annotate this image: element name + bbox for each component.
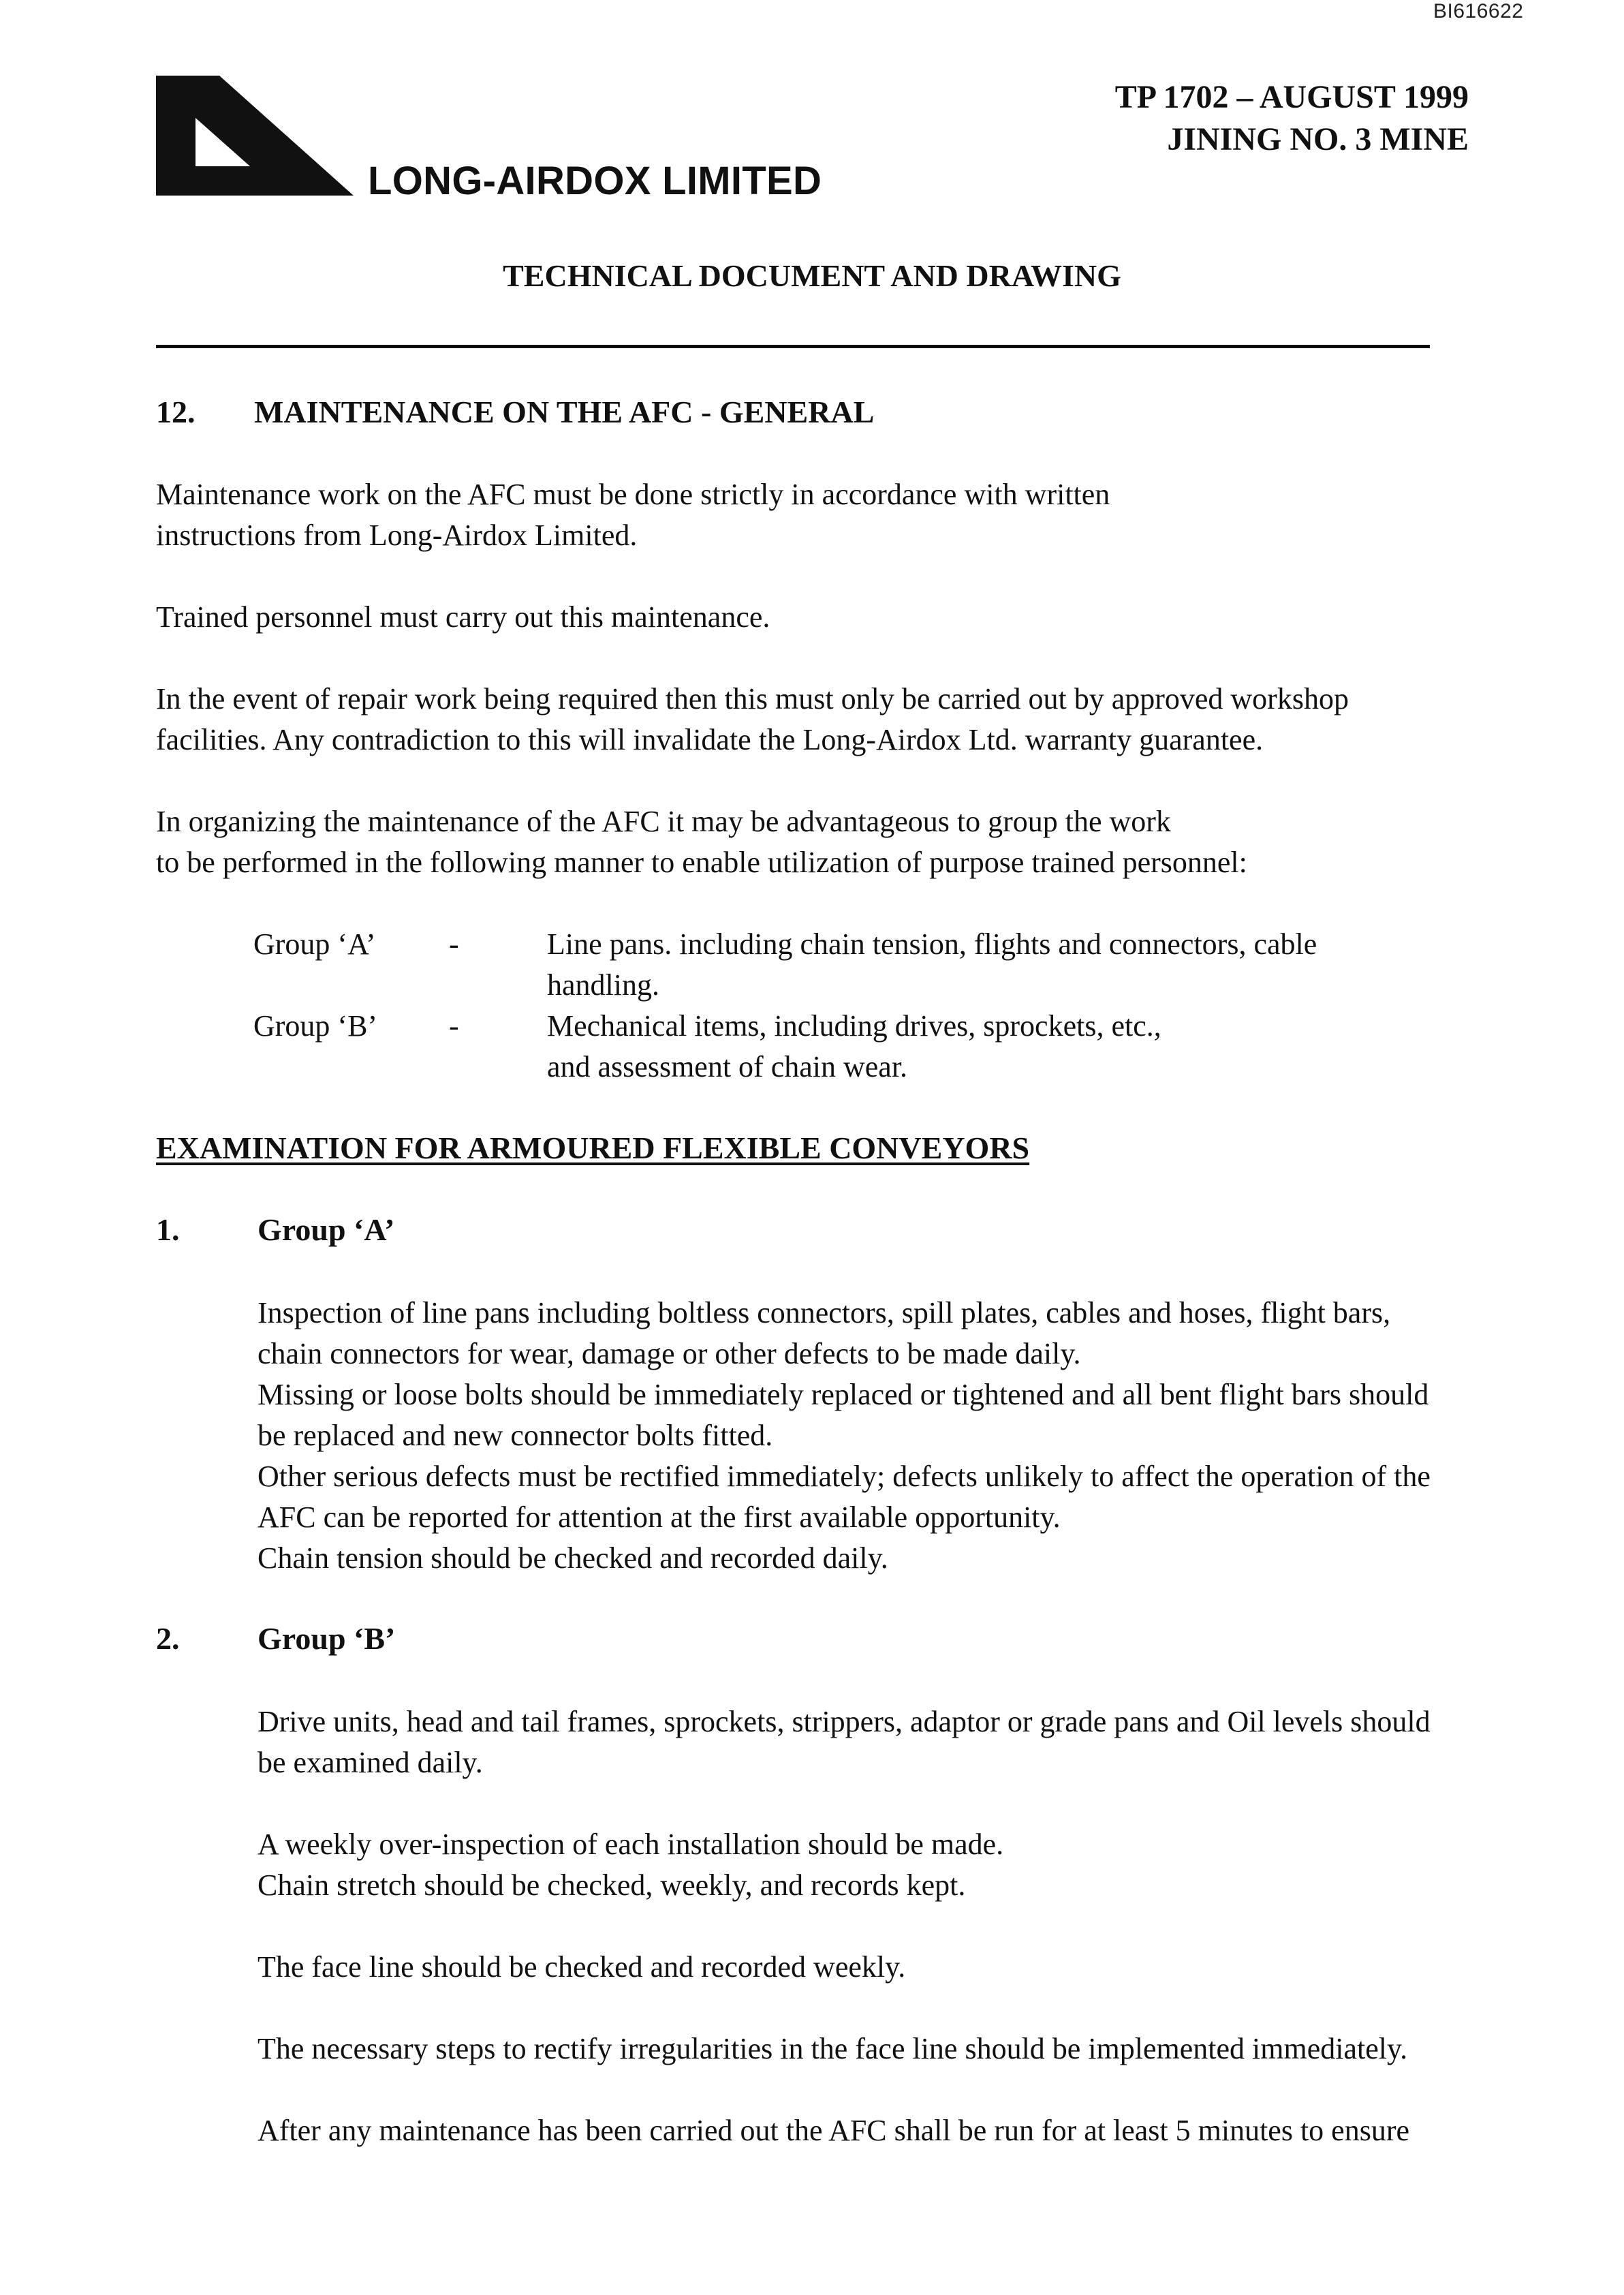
group-a-dash: - bbox=[449, 927, 459, 961]
body-line: Chain stretch should be checked, weekly, and records kept. bbox=[257, 1868, 966, 1902]
document-reference-line-1: TP 1702 – AUGUST 1999 bbox=[1114, 79, 1469, 115]
body-line: Inspection of line pans including boltless connectors, spill plates, cables and hoses, flight bars, bbox=[257, 1296, 1391, 1329]
group-b-description bbox=[547, 1006, 1378, 1088]
body-line: The necessary steps to rectify irregularities in the face line should be implemented immediately. bbox=[257, 2032, 1408, 2065]
item-2-title: Group ‘B’ bbox=[257, 1621, 396, 1656]
group-description-line: Mechanical items, including drives, sprockets, etc., bbox=[547, 1009, 1161, 1043]
item-2-body-run-test bbox=[257, 2110, 1484, 2151]
group-a-label: Group ‘A’ bbox=[253, 927, 376, 961]
document-title: TECHNICAL DOCUMENT AND DRAWING bbox=[503, 258, 1121, 293]
paragraph-instructions bbox=[156, 474, 1464, 556]
title-divider bbox=[156, 345, 1430, 348]
body-line: After any maintenance has been carried out the AFC shall be run for at least 5 minutes to ensure bbox=[257, 2114, 1410, 2147]
item-1-body bbox=[257, 1293, 1484, 1579]
document-id: BI616622 bbox=[1433, 0, 1524, 22]
body-line: The face line should be checked and recorded weekly. bbox=[257, 1950, 906, 1984]
document-reference bbox=[1115, 76, 1469, 161]
section-number: 12. bbox=[156, 395, 196, 429]
body-line: chain connectors for wear, damage or other defects to be made daily. bbox=[257, 1337, 1081, 1370]
long-airdox-logo-icon bbox=[156, 76, 354, 196]
paragraph-line: In the event of repair work being required then this must only be carried out by approved workshop bbox=[156, 682, 1349, 715]
group-b-dash: - bbox=[449, 1009, 459, 1043]
group-b-label: Group ‘B’ bbox=[253, 1009, 378, 1043]
body-line: AFC can be reported for attention at the first available opportunity. bbox=[257, 1500, 1061, 1534]
paragraph-line: Maintenance work on the AFC must be done strictly in accordance with written bbox=[156, 478, 1110, 511]
paragraph-line: facilities. Any contradiction to this will invalidate the Long-Airdox Ltd. warranty guarantee. bbox=[156, 723, 1264, 756]
paragraph-line: In organizing the maintenance of the AFC it may be advantageous to group the work bbox=[156, 805, 1171, 838]
body-line: be replaced and new connector bolts fitted. bbox=[257, 1419, 773, 1452]
paragraph-line: Trained personnel must carry out this maintenance. bbox=[156, 600, 770, 634]
group-description-line: handling. bbox=[547, 968, 659, 1002]
paragraph-personnel bbox=[156, 597, 1464, 638]
body-line: A weekly over-inspection of each installation should be made. bbox=[257, 1828, 1004, 1861]
item-2-body-face-line bbox=[257, 1947, 1484, 1988]
item-2-body-irregularities bbox=[257, 2029, 1484, 2069]
item-1-title: Group ‘A’ bbox=[257, 1212, 395, 1247]
item-2-body-weekly bbox=[257, 1824, 1484, 1906]
body-line: Other serious defects must be rectified immediately; defects unlikely to affect the operation of the bbox=[257, 1460, 1431, 1493]
paragraph-organizing bbox=[156, 801, 1464, 883]
paragraph-repair bbox=[156, 679, 1464, 760]
body-line: Chain tension should be checked and recorded daily. bbox=[257, 1541, 888, 1575]
group-description-line: Line pans. including chain tension, flights and connectors, cable bbox=[547, 927, 1317, 961]
company-name: LONG-AIRDOX LIMITED bbox=[368, 159, 822, 203]
item-2-body-drive bbox=[257, 1701, 1484, 1783]
body-line: Missing or loose bolts should be immediately replaced or tightened and all bent flight bars should bbox=[257, 1378, 1429, 1411]
document-reference-line-2: JINING NO. 3 MINE bbox=[1167, 121, 1469, 157]
body-line: be examined daily. bbox=[257, 1746, 483, 1779]
body-line: Drive units, head and tail frames, sprockets, strippers, adaptor or grade pans and Oil levels should bbox=[257, 1705, 1431, 1738]
group-description-line: and assessment of chain wear. bbox=[547, 1050, 908, 1083]
paragraph-line: to be performed in the following manner to enable utilization of purpose trained personnel: bbox=[156, 846, 1247, 879]
group-a-description bbox=[547, 924, 1378, 1006]
item-2-number: 2. bbox=[156, 1621, 180, 1656]
item-1-number: 1. bbox=[156, 1212, 180, 1247]
section-title: MAINTENANCE ON THE AFC - GENERAL bbox=[254, 395, 875, 429]
paragraph-line: instructions from Long-Airdox Limited. bbox=[156, 519, 638, 552]
examination-heading: EXAMINATION FOR ARMOURED FLEXIBLE CONVEYORS bbox=[156, 1130, 1030, 1165]
